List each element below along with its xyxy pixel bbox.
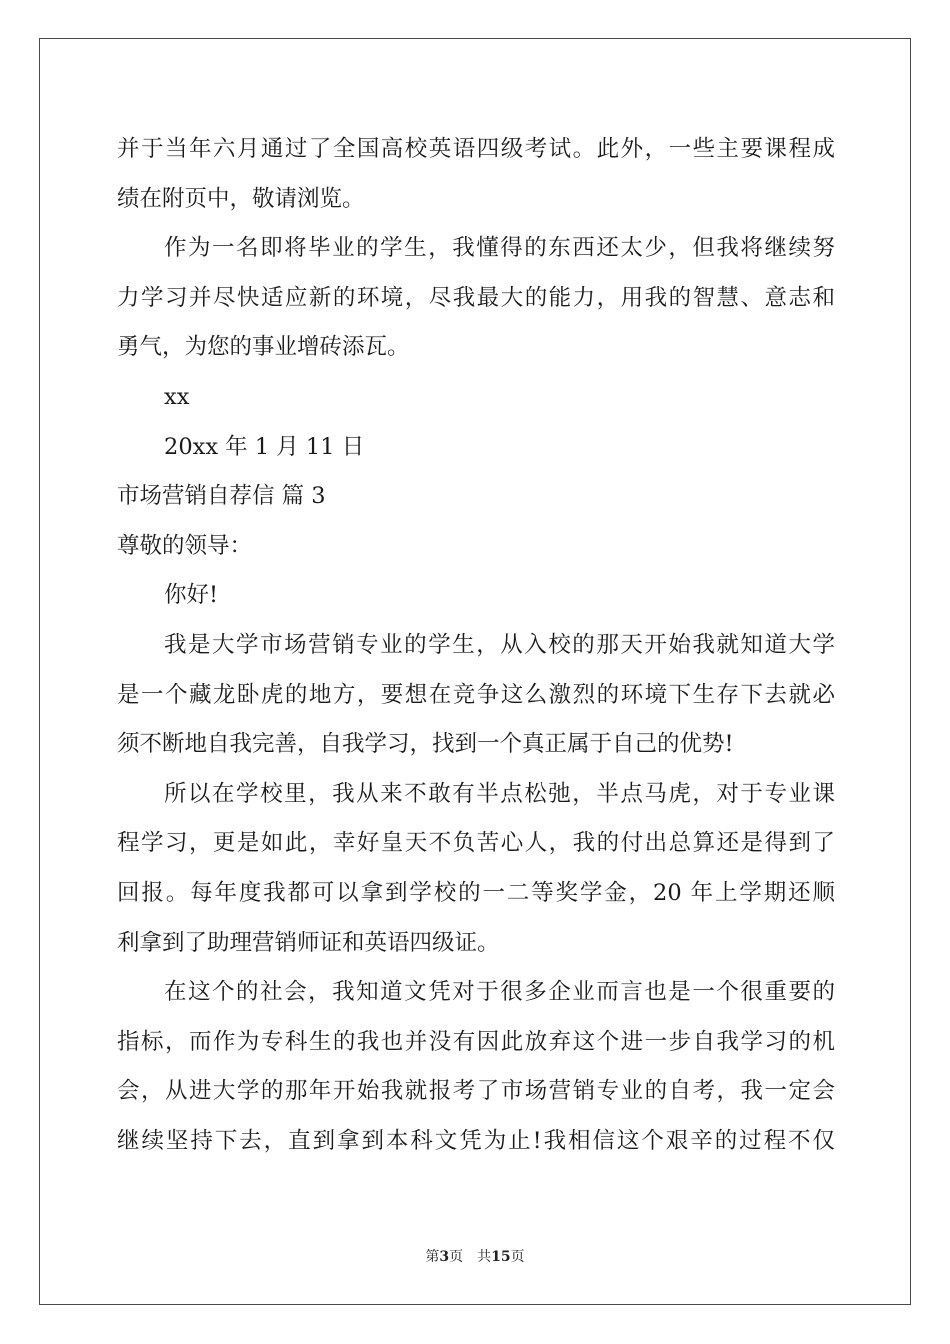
text-line: 勇气，为您的事业增砖添瓦。 — [117, 334, 410, 361]
text-line: 指标，而作为专科生的我也并没有因此放弃这个进一步自我学习的机 — [117, 1028, 835, 1055]
text-line: 力学习并尽快适应新的环境，尽我最大的能力，用我的智慧、意志和 — [117, 284, 835, 311]
page-label-suffix: 页 — [449, 1249, 464, 1265]
document-body — [117, 125, 835, 1166]
text-line: 程学习，更是如此，幸好皇天不负苦心人，我的付出总算还是得到了 — [117, 830, 835, 857]
text-line: 会，从进大学的那年开始我就报考了市场营销专业的自考，我一定会 — [117, 1078, 835, 1105]
page-total: 15 — [491, 1249, 511, 1265]
section-title: 市场营销自荐信 篇 3 — [117, 483, 326, 510]
text-line: 回报。每年度我都可以拿到学校的一二等奖学金，20 年上学期还顺 — [117, 879, 835, 906]
paragraph-start: 在这个的社会，我知道文凭对于很多企业而言也是一个很重要的 — [164, 979, 835, 1006]
text-line: 须不断地自我完善，自我学习，找到一个真正属于自己的优势! — [117, 731, 734, 758]
greeting: 你好! — [164, 582, 219, 609]
text-line: 利拿到了助理营销师证和英语四级证。 — [117, 929, 500, 956]
page-current: 3 — [439, 1249, 450, 1265]
paragraph-start: 作为一名即将毕业的学生，我懂得的东西还太少，但我将继续努 — [164, 235, 835, 262]
text-line: 绩在附页中，敬请浏览。 — [117, 185, 365, 212]
salutation: 尊敬的领导： — [117, 532, 253, 559]
total-label-prefix: 共 — [477, 1249, 492, 1265]
text-line: 并于当年六月通过了全国高校英语四级考试。此外，一些主要课程成 — [117, 136, 835, 162]
signature-name: xx — [164, 383, 190, 410]
text-line: 是一个藏龙卧虎的地方，要想在竞争这么激烈的环境下生存下去就必 — [117, 681, 835, 708]
page-footer — [0, 1248, 950, 1266]
paragraph-start: 我是大学市场营销专业的学生，从入校的那天开始我就知道大学 — [164, 631, 835, 658]
total-label-suffix: 页 — [510, 1249, 525, 1265]
paragraph-start: 所以在学校里，我从来不敢有半点松弛，半点马虎，对于专业课 — [164, 780, 835, 807]
signature-date: 20xx 年 1 月 11 日 — [164, 433, 365, 460]
text-line: 继续坚持下去，直到拿到本科文凭为止!我相信这个艰辛的过程不仅 — [117, 1127, 835, 1154]
page-label-prefix: 第 — [425, 1249, 440, 1265]
